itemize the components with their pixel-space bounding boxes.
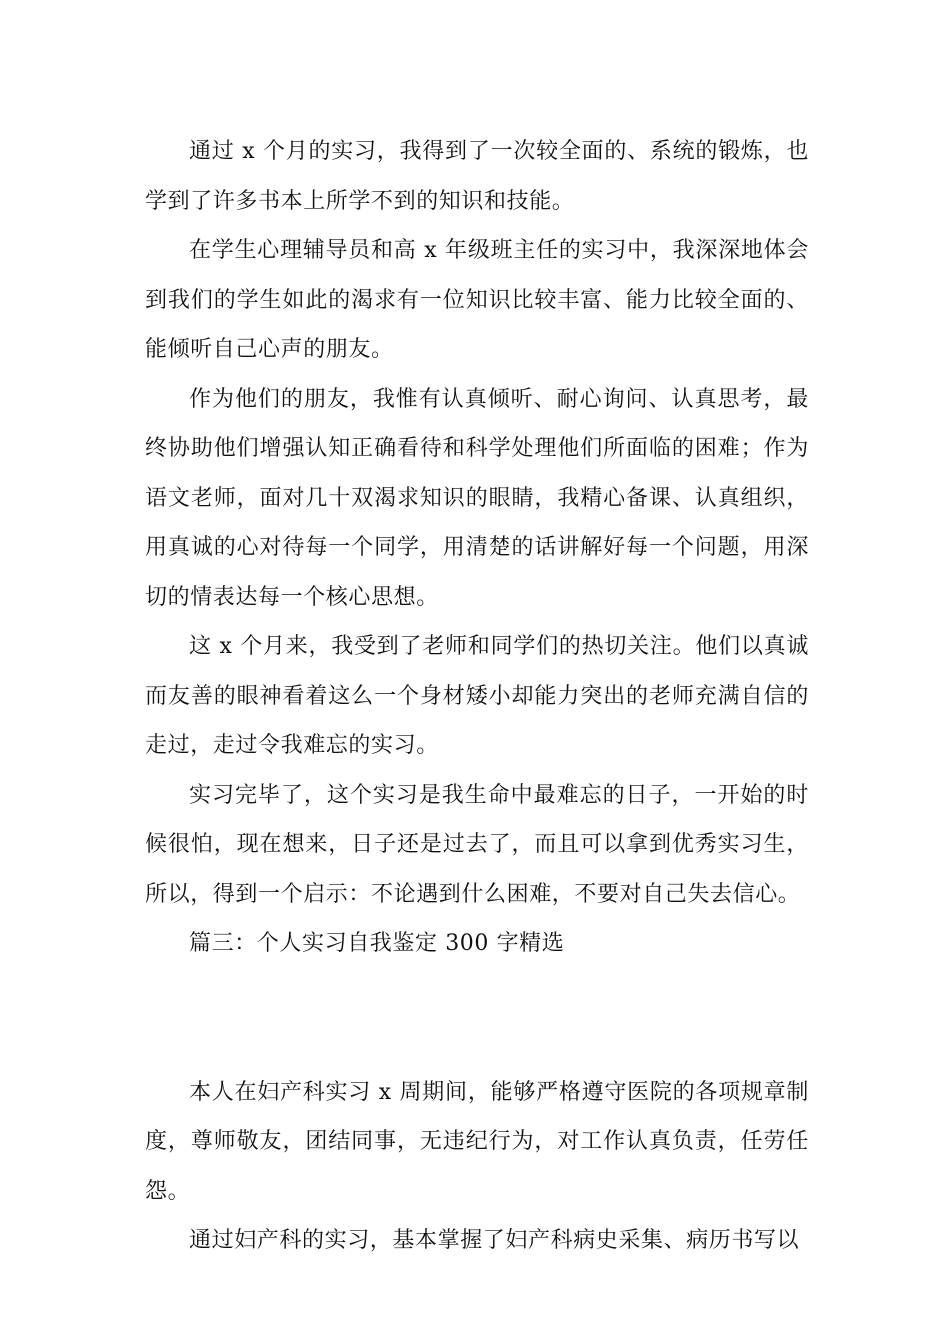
paragraph: 在学生心理辅导员和高 x 年级班主任的实习中，我深深地体会到我们的学生如此的渴求有一位知识比较丰富、能力比较全面的、能倾听自己心声的朋友。 <box>145 238 809 362</box>
paragraph: 通过 x 个月的实习，我得到了一次较全面的、系统的锻炼，也学到了许多书本上所学不到的知识和技能。 <box>145 139 809 214</box>
paragraph: 实习完毕了，这个实习是我生命中最难忘的日子，一开始的时候很怕，现在想来，日子还是过去了，而且可以拿到优秀实习生，所以，得到一个启示：不论遇到什么困难，不要对自己失去信心。 <box>145 782 809 907</box>
section-heading: 篇三：个人实习自我鉴定 300 字精选 <box>189 931 565 956</box>
paragraph: 这 x 个月来，我受到了老师和同学们的热切关注。他们以真诚而友善的眼神看着这么一个身材矮小却能力突出的老师充满自信的走过，走过令我难忘的实习。 <box>145 634 809 758</box>
paragraph: 本人在妇产科实习 x 周期间，能够严格遵守医院的各项规章制度，尊师敬友，团结同事，无违纪行为，对工作认真负责，任劳任怨。 <box>145 1079 809 1204</box>
paragraph: 作为他们的朋友，我惟有认真倾听、耐心询问、认真思考，最终协助他们增强认知正确看待和科学处理他们所面临的困难；作为语文老师，面对几十双渴求知识的眼睛，我精心备课、认真组织，用真诚的心对待每一个同学，用清楚的话讲解好每一个问题，用深切的情表达每一个核心思想。 <box>145 386 809 610</box>
document-body <box>145 127 809 1266</box>
paragraph: 通过妇产科的实习，基本掌握了妇产科病史采集、病历书写以 <box>189 1228 800 1253</box>
